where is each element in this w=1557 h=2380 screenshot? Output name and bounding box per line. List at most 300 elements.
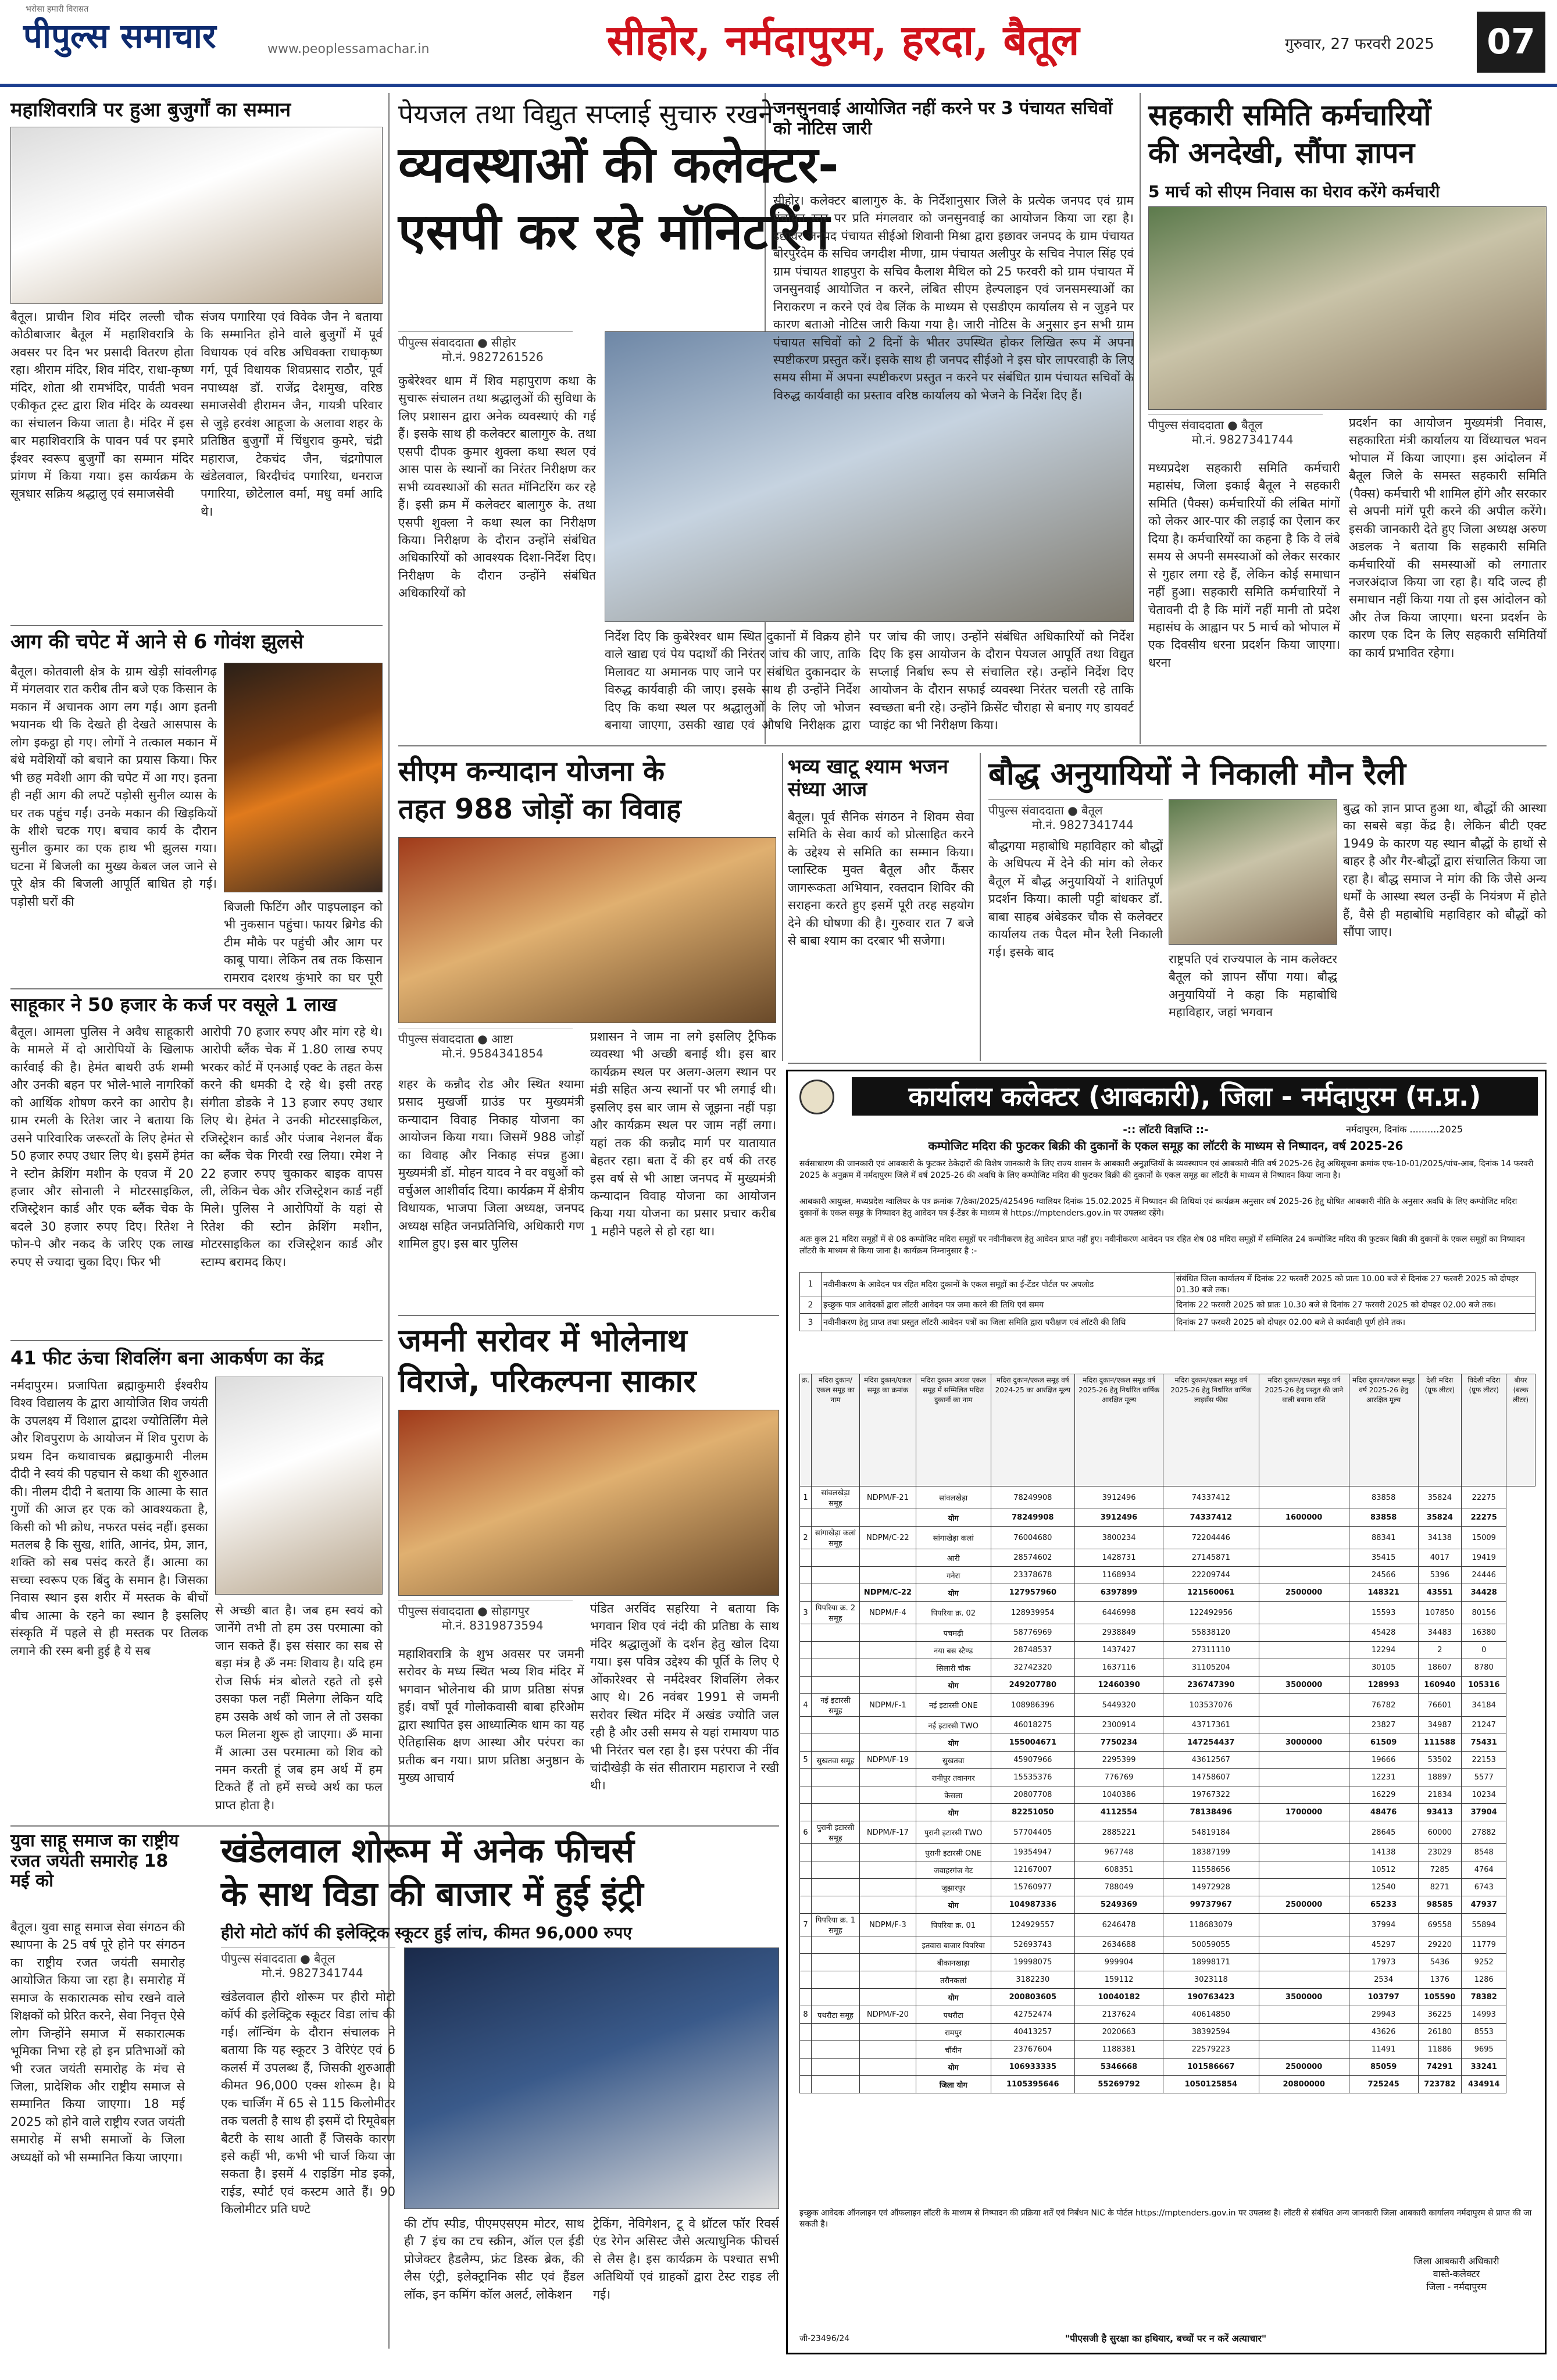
table-cell: 99737967 (1163, 1896, 1259, 1914)
table-cell: 7750234 (1075, 1734, 1163, 1752)
table-cell: 48476 (1349, 1804, 1418, 1821)
table-cell (812, 1879, 860, 1896)
table-cell (859, 2076, 916, 2093)
table-cell: 14758607 (1163, 1769, 1259, 1786)
table-cell: 1700000 (1259, 1804, 1349, 1821)
story-moneylender-col2: आरोपी 70 हजार रुपए और मांग रहे थे। आरोपी ब्लैंक चेक में 1.80 लाख रुपए भरकर कोर्ट में एनआई एक्ट के तहत केस करने की धमकी दे रहे थे। इसी तरह संगीता डोडके ने 13 हजार रुपए उधार लिए थे। हेमंत ने उनकी मोटरसाइकिल, रजिस्ट्रेशन कार्ड और पंजाब नेशनल बैंक का ब्लैंक चेक गिरवी रख लिया। रमेश ने 22 हजार रुपए चुकाकर बाइक वापस ली, लेकिन चेक और रजिस्ट्रेशन कार्ड नहीं मिले। पुलिस ने आरोपियों के यहां से रितेश की स्टोन क्रेशिंग मशीन, मोटरसाइकिल का रजिस्ट्रेशन कार्ड और स्टाम्प बरामद किए। (201, 1025, 383, 1269)
coop-headline-line2: की अनदेखी, सौंपा ज्ञापन (1148, 136, 1415, 170)
table-cell: 30105 (1349, 1659, 1418, 1677)
table-cell (859, 1954, 916, 1971)
table-cell: 76782 (1349, 1694, 1418, 1717)
table-cell (800, 2024, 812, 2041)
table-cell: 6446998 (1075, 1602, 1163, 1624)
table-cell: पथरौटा (916, 2006, 991, 2024)
table-cell: 200803605 (991, 1989, 1075, 2006)
table-cell (812, 1624, 860, 1642)
table-cell: 54819184 (1163, 1821, 1259, 1844)
table-cell: 608351 (1075, 1861, 1163, 1879)
coop-headline-line1: सहकारी समिति कर्मचारियों (1148, 98, 1431, 132)
coop-subheadline: 5 मार्च को सीएम निवास का घेराव करेंगे कर्मचारी (1148, 182, 1440, 201)
table-cell: योग (916, 1734, 991, 1752)
table-cell: 434914 (1462, 2076, 1506, 2093)
table-row (800, 1567, 1535, 1584)
table-cell: 1050125854 (1163, 2076, 1259, 2093)
table-header-cell: मदिरा दुकान/एकल समूह वर्ष 2024-25 का आरक्षित मूल्य (991, 1374, 1075, 1486)
excise-notice-subtitle: कम्पोजिट मदिरा की फुटकर बिक्री की दुकानों के एकल समूह का लॉटरी के माध्यम से निष्पादन, वर्ष 2025-26 (928, 1139, 1404, 1153)
table-cell: 46018275 (991, 1717, 1075, 1734)
photo-fire (224, 663, 383, 892)
table-cell: 17973 (1349, 1954, 1418, 1971)
headline-notice-secretaries: जनसुनवाई आयोजित नहीं करने पर 3 पंचायत सचिवों को नोटिस जारी (773, 98, 1113, 139)
table-row (800, 2076, 1535, 2093)
table-cell (859, 1624, 916, 1642)
table-cell: 33241 (1462, 2059, 1506, 2076)
table-cell: 1600000 (1259, 1509, 1349, 1527)
table-cell (859, 1567, 916, 1584)
table-cell: सिलारी चौक (916, 1659, 991, 1677)
kanyadan-byline: पीपुल्स संवाददाता ● आष्टा (398, 1028, 573, 1046)
table-cell (859, 1936, 916, 1954)
table-cell: 53502 (1418, 1752, 1462, 1769)
table-cell (812, 1971, 860, 1989)
table-cell (1259, 1879, 1349, 1896)
table-row (800, 1769, 1535, 1786)
kanyadan-body-col1: शहर के कन्नौद रोड और स्थित श्यामा प्रसाद मुखर्जी ग्राउंड पर मुख्यमंत्री कन्यादान विवाह निकाह योजना का आयोजन किया गया। जिसमें 988 जोड़ों का विवाह और निकाह संपन्न हुआ। मुख्यमंत्री डॉ. मोहन यादव ने वर वधुओं को वर्चुअल आशीर्वाद दिया। कार्यक्रम में क्षेत्रीय विधायक, भाजपा जिला अध्यक्ष, जनपद अध्यक्ष सहित जनप्रतिनिधि, अधिकारी गण शामिल हुए। इस बार पुलिस (398, 1077, 584, 1250)
table-cell: योग (916, 1804, 991, 1821)
table-cell: 8271 (1418, 1879, 1462, 1896)
table-cell: योग (916, 1509, 991, 1527)
table-cell: 3500000 (1259, 1989, 1349, 2006)
table-cell: नई इटारसी ONE (916, 1694, 991, 1717)
table-cell: 83858 (1349, 1509, 1418, 1527)
table-cell: 5577 (1462, 1769, 1506, 1786)
table-cell: NDPM/F-20 (859, 2006, 916, 2024)
table-cell: पुरानी इटारसी TWO (916, 1821, 991, 1844)
table-cell (800, 1624, 812, 1642)
table-cell: 7285 (1418, 1861, 1462, 1879)
table-cell (812, 1896, 860, 1914)
table-cell: NDPM/F-17 (859, 1821, 916, 1844)
table-cell (1259, 1786, 1349, 1804)
table-cell (812, 1861, 860, 1879)
table-cell: 103537076 (1163, 1694, 1259, 1717)
excise-para-3: अतः कुल 21 मदिरा समूहों में से 08 कम्पोजिट मदिरा समूहों पर नवीनीकरण हेतु आवेदन प्राप्त नहीं हुए। नवीनीकरण आवेदन पत्र रहित शेष 08 मदिरा समूहों में सम्मिलित 24 कम्पोजिट मदिरा की फुटकर बिक्री की दुकानों के एकल समूहों का निष्पादन लॉटरी के माध्यम से किया जाना है। कार्यक्रम निम्नानुसार है :- (799, 1235, 1525, 1256)
table-cell: 35415 (1349, 1549, 1418, 1567)
table-cell: 60000 (1418, 1821, 1462, 1844)
table-cell: 104987336 (991, 1896, 1075, 1914)
table-cell: 19767322 (1163, 1786, 1259, 1804)
lead-headline-line2: एसपी कर रहे मॉनिटरिंग (398, 203, 830, 261)
table-cell: 12231 (1349, 1769, 1418, 1786)
table-cell (812, 1677, 860, 1694)
table-cell (859, 1509, 916, 1527)
section-divider (186, 1825, 779, 1827)
page-number: 07 (1477, 12, 1545, 73)
table-cell: 1105395646 (991, 2076, 1075, 2093)
table-cell: 35824 (1418, 1486, 1462, 1509)
table-row (800, 1527, 1535, 1549)
headline-khatu-shyam: भव्य खाटू श्याम भजन संध्या आज (788, 755, 948, 802)
table-cell: इतवारा बाजार पिपरिया (916, 1936, 991, 1954)
signatory-title: जिला आबकारी अधिकारी (1413, 2256, 1499, 2267)
column-divider (980, 753, 981, 1061)
table-cell: 78382 (1462, 1989, 1506, 2006)
table-cell: 43717361 (1163, 1717, 1259, 1734)
table-cell: NDPM/F-21 (859, 1486, 916, 1509)
table-cell: 58776969 (991, 1624, 1075, 1642)
table-cell: 107850 (1418, 1602, 1462, 1624)
table-cell: 5 (800, 1752, 812, 1769)
table-cell: 76004680 (991, 1527, 1075, 1549)
newspaper-logo[interactable]: पीपुल्स समाचार (23, 16, 216, 56)
table-cell: 85059 (1349, 2059, 1418, 2076)
table-cell (812, 1734, 860, 1752)
table-cell (1259, 1642, 1349, 1659)
table-cell: 236747390 (1163, 1677, 1259, 1694)
signatory-line3: जिला - नर्मदापुरम (1426, 2281, 1487, 2292)
table-cell: 2295399 (1075, 1752, 1163, 1769)
table-cell: 22153 (1462, 1752, 1506, 1769)
table-cell: 9695 (1462, 2041, 1506, 2059)
table-cell (800, 2041, 812, 2059)
table-cell (859, 2041, 916, 2059)
schedule-row: 3 नवीनीकरण हेतु प्राप्त तथा प्रस्तुत लॉटरी आवेदन पत्रों का जिला समिति द्वारा परीक्षण एवं लॉटरी की तिथि दिनांक 27 फरवरी 2025 को दोपहर 02.00 बजे से कार्यवाही पूर्ण होने तक। (800, 1314, 1535, 1331)
table-cell (859, 1879, 916, 1896)
story-shivling-col2: से अच्छी बात है। जब हम स्वयं को जानेंगे तभी तो हम उस परमात्मा को जान सकते हैं। इस संसार का सब से बड़ा मंत्र है ॐ नमः शिवाय है। यदि हम रोज सिर्फ मंत्र बोलते रहते तो इसे उसका फल नहीं मिलेगा लेकिन यदि हम उसके अर्थ को जान ले तो उसका फल मिलना शुरू हो जाएगा। ॐ माना मैं आत्मा उस परमात्मा को शिव को नमन करती हूं जब हम अर्थ में हम टिकते हैं तो हमें सच्चे अर्थ का फल प्राप्त होता है। (215, 1603, 383, 1812)
table-cell (800, 1567, 812, 1584)
table-cell: 34428 (1462, 1584, 1506, 1602)
table-cell: 121560061 (1163, 1584, 1259, 1602)
table-cell: 1 (800, 1486, 812, 1509)
table-cell: 8 (800, 2006, 812, 2024)
table-cell: 7 (800, 1914, 812, 1936)
table-cell: 80156 (1462, 1602, 1506, 1624)
table-cell: 23767604 (991, 2041, 1075, 2059)
table-cell: 15760977 (991, 1879, 1075, 1896)
jamni-headline-line2: विराजे, परिकल्पना साकार (398, 1363, 697, 1399)
schedule-row: 2 इच्छुक पात्र आवेदकों द्वारा लॉटरी आवेदन पत्र जमा करने की तिथि एवं समय दिनांक 22 फरवरी 2025 को प्रातः 10.30 बजे से दिनांक 27 फरवरी 2025 को दोपहर 02.00 बजे तक। (800, 1296, 1535, 1314)
story-divider (10, 1340, 383, 1341)
excise-office-title: कार्यालय कलेक्टर (आबकारी), जिला - नर्मदापुरम (म.प्र.) (852, 1077, 1538, 1116)
table-cell: 111588 (1418, 1734, 1462, 1752)
table-cell: योग (916, 1584, 991, 1602)
table-cell: 128993 (1349, 1677, 1418, 1694)
table-cell (800, 1677, 812, 1694)
buddh-byline: पीपुल्स संवाददाता ● बैतूल (988, 799, 1163, 818)
table-row (800, 1694, 1535, 1717)
table-cell: 42752474 (991, 2006, 1075, 2024)
photo-jamni-temple (398, 1410, 779, 1596)
table-cell: 3023118 (1163, 1971, 1259, 1989)
table-cell (1259, 1861, 1349, 1879)
excise-footer-note: इच्छुक आवेदक ऑनलाइन एवं ऑफलाइन लॉटरी के माध्यम से निष्पादन की प्रक्रिया शर्तें एवं निर्बंधन NIC के पोर्टल https://mptenders.gov.in पर उपलब्ध है। लॉटरी से संबंधित अन्य जानकारी जिला आबकारी कार्यालय नर्मदापुरम से प्राप्त की जा सकती है। (799, 2209, 1532, 2229)
table-row (800, 1804, 1535, 1821)
table-cell (1259, 1752, 1349, 1769)
showroom-mobile: मो.नं. 9827341744 (262, 1966, 363, 1980)
table-cell (1259, 1527, 1349, 1549)
jamni-byline: पीपुल्स संवाददाता ● सोहागपुर (398, 1600, 573, 1618)
table-cell (800, 2059, 812, 2076)
table-cell: 21247 (1462, 1717, 1506, 1734)
table-cell: 43626 (1349, 2024, 1418, 2041)
table-cell: 8780 (1462, 1659, 1506, 1677)
headline-shivling: 41 फीट ऊंचा शिवलिंग बना आकर्षण का केंद्र (10, 1347, 324, 1369)
table-cell (800, 1717, 812, 1734)
table-cell: 24566 (1349, 1567, 1418, 1584)
table-cell: 38392594 (1163, 2024, 1259, 2041)
table-cell: 74291 (1418, 2059, 1462, 2076)
excise-signatory (1381, 2254, 1532, 2293)
table-cell: 105316 (1462, 1677, 1506, 1694)
table-cell: 43612567 (1163, 1752, 1259, 1769)
table-cell: 6 (800, 1821, 812, 1844)
table-cell: 101586667 (1163, 2059, 1259, 2076)
table-cell: 5249369 (1075, 1896, 1163, 1914)
table-header-row (800, 1374, 1535, 1486)
table-cell: 23029 (1418, 1844, 1462, 1861)
showroom-body-col1: खंडेलवाल हीरो शोरूम पर हीरो मोटो कॉर्प की इलेक्ट्रिक स्कूटर विडा लांच की गई। लॉन्चिंग के दौरान संचालक ने बताया कि यह स्कूटर 3 वेरिएंट एवं 6 कलर्स में उपलब्ध हैं, जिसकी शुरुआती कीमत 96,000 एक्स शोरूम है। ये एक चार्जिंग में 65 से 115 किलोमीटर तक चलती है साथ ही इसमें दो रिमूवेबल बैटरी के साथ आती हैं जिसके कारण इसे कहीं भी, कभी भी चार्ज किया जा सकता है। इसमें 4 राइडिंग मोड इको, राईड, स्पोर्ट एवं कस्टम आते हैं। 90 किलोमीटर प्रति घण्टे (221, 1990, 395, 2217)
showroom-byline: पीपुल्स संवाददाता ● बैतूल (221, 1947, 395, 1966)
table-cell: 4112554 (1075, 1804, 1163, 1821)
table-cell: 8553 (1462, 2024, 1506, 2041)
table-cell: 31105204 (1163, 1659, 1259, 1677)
table-cell: सांगाखेड़ा कलां समूह (812, 1527, 860, 1549)
story-notice: सीहोर। कलेक्टर बालागुरु के. के निर्देशानुसार जिले के प्रत्येक जनपद एवं ग्राम पंचायत स्तर पर प्रति मंगलवार को जनसुनवाई का आयोजन किया जा रहा है। इछावर जनपद पंचायत सीईओ शिवानी मिश्रा द्वारा इछावर जनपद के ग्राम पंचायत बोरपुरदेम के सचिव जगदीश मीणा, ग्राम पंचायत अलीपुर के सचिव नेपाल सिंह एवं ग्राम पंचायत शाहपुरा के सचिव कैलाश मैथिल को 25 फरवरी को ग्राम पंचायत में जनसुनवाई आयोजित न करने, लंबित सीएम हेल्पलाइन एवं जनसमस्याओं का निराकरण न करने एवं वेब लिंक के माध्यम से एसडीएम कार्यालय से न जुड़ने पर कारण बताओ नोटिस जारी किया गया है। जारी नोटिस के अनुसार इन सभी ग्राम पंचायत सचिवों को 2 दिनों के भीतर उपस्थित होकर लिखित रूप में अपना स्पष्टीकरण प्रस्तुत करें। इसके साथ ही जनपद सीईओ ने इस घोर लापरवाही के लिए समय सीमा में अपना स्पष्टीकरण प्रस्तुत न करने पर संबंधित ग्राम पंचायत सचिवों के विरुद्ध कार्यवाही का प्रस्ताव वरिष्ठ कार्यालय को भेजने के निर्देश दिए हैं। (773, 194, 1134, 402)
table-cell: 16380 (1462, 1624, 1506, 1642)
table-cell (1259, 2024, 1349, 2041)
jamni-body-col1: महाशिवरात्रि के शुभ अवसर पर जमनी सरोवर के मध्य स्थित भव्य शिव मंदिर में भगवान भोलेनाथ की प्राण प्रतिष्ठा संपन्न हुई। वर्षों पूर्व गोलोकवासी बाबा हरिओम द्वारा स्थापित इस आध्यात्मिक धाम का यह ऐतिहासिक क्षण आस्था और परंपरा का प्रतीक बन गया। प्राण प्रतिष्ठा अनुष्ठान के मुख्य आचार्य (398, 1647, 584, 1785)
table-cell (812, 2059, 860, 2076)
table-cell: 15535376 (991, 1769, 1075, 1786)
table-cell: गनेरा (916, 1567, 991, 1584)
table-cell: 19354947 (991, 1844, 1075, 1861)
table-cell: बीकानखाड़ा (916, 1954, 991, 1971)
table-cell (812, 1584, 860, 1602)
table-cell: सांवलखेड़ा (916, 1486, 991, 1509)
table-cell: 105590 (1418, 1989, 1462, 2006)
table-cell (800, 1584, 812, 1602)
table-cell: सांगाखेड़ा कलां (916, 1527, 991, 1549)
table-row (800, 1752, 1535, 1769)
excise-notice-title: -:: लॉटरी विज्ञप्ति ::- (1123, 1124, 1209, 1136)
table-cell: 55269792 (1075, 2076, 1163, 2093)
excise-para-2: आबकारी आयुक्त, मध्यप्रदेश ग्वालियर के पत्र क्रमांक 7/ठेका/2025/425496 ग्वालियर दिनांक 15.02.2025 में निष्पादन की तिथियां एवं कार्यक्रम अनुसार वर्ष 2025-26 हेतु घोषित आबकारी नीति के अनुसार अवधि के लिए कम्पोजिट मदिरा दुकानों के एकल समूह के निष्पादन हेतु आवेदन पत्र ई-टेंडर के माध्यम से https://mptenders.gov.in पर उपलब्ध रहेंगे। (799, 1197, 1517, 1218)
table-cell: 28645 (1349, 1821, 1418, 1844)
table-cell: 9252 (1462, 1954, 1506, 1971)
table-cell (1259, 1971, 1349, 1989)
table-cell: 6397899 (1075, 1584, 1163, 1602)
table-cell: NDPM/F-4 (859, 1602, 916, 1624)
table-row (800, 2024, 1535, 2041)
excise-date-label: नर्मदापुरम, दिनांक ..........2025 (1346, 1124, 1463, 1135)
table-row (800, 1879, 1535, 1896)
table-cell: 78249908 (991, 1509, 1075, 1527)
table-cell: 3182230 (991, 1971, 1075, 1989)
table-cell: 967748 (1075, 1844, 1163, 1861)
column-divider (1140, 93, 1141, 744)
table-cell (800, 1971, 812, 1989)
buddh-body-col1: बौद्धगया महाबोधि महाविहार को बौद्धों के अधिपत्य में देने की मांग को लेकर बैतूल में बौद्ध अनुयायियों ने शांतिपूर्ण प्रदर्शन किया। काली पट्टी बांधकर डॉ. बाबा साहब अंबेडकर चौक से कलेक्टर कार्यालय तक पैदल मौन रैली निकाली गई। इसके बाद (988, 839, 1163, 959)
lead-body-col1: कुबेरेश्वर धाम में शिव महापुराण कथा के सुचारू संचालन तथा श्रद्धालुओं की सुविधा के लिए प्रशासन द्वारा अनेक व्यवस्थाएं की गई हैं। इसके साथ ही कलेक्टर बालागुरु के. तथा एसपी दीपक कुमार शुक्ला कथा स्थल एवं आस पास के स्थानों का निरंतर निरीक्षण कर सभी व्यवस्थाओं की सतत मॉनिटरिंग कर रहे हैं। इसी क्रम में कलेक्टर बालागुरु के. तथा एसपी शुक्ला ने कथा स्थल का निरीक्षण किया। निरीक्षण के दौरान उन्होंने संबंधित अधिकारियों को आवश्यक दिशा-निर्देश दिए। निरीक्षण के दौरान उन्होंने संबंधित अधिकारियों को (398, 374, 596, 601)
table-cell: 6246478 (1075, 1914, 1163, 1936)
table-cell: 18607 (1418, 1659, 1462, 1677)
table-cell: 1376 (1418, 1971, 1462, 1989)
table-cell: पिपरिया क्र. 2 समूह (812, 1602, 860, 1624)
table-cell: 3000000 (1259, 1734, 1349, 1752)
table-cell: 34138 (1418, 1527, 1462, 1549)
excise-lottery-notice (786, 1070, 1547, 2354)
table-cell: 14138 (1349, 1844, 1418, 1861)
table-cell (812, 1804, 860, 1821)
table-row (800, 1549, 1535, 1567)
table-cell: 74337412 (1163, 1509, 1259, 1527)
kanyadan-headline-line2: तहत 988 जोड़ों का विवाह (398, 793, 681, 826)
table-row (800, 1734, 1535, 1752)
table-cell: 78138496 (1163, 1804, 1259, 1821)
table-cell: 12460390 (1075, 1677, 1163, 1694)
table-cell (1259, 1936, 1349, 1954)
table-header-cell: मदिरा दुकान/एकल समूह वर्ष 2025-26 हेतु निर्धारित वार्षिक आरक्षित मूल्य (1075, 1374, 1163, 1486)
table-row (800, 1642, 1535, 1659)
table-cell: 10512 (1349, 1861, 1418, 1879)
table-cell (859, 1677, 916, 1694)
table-cell: 160940 (1418, 1677, 1462, 1694)
table-cell (1259, 1844, 1349, 1861)
headline-moneylender: साहूकार ने 50 हजार के कर्ज पर वसूले 1 लाख (10, 994, 337, 1016)
table-cell: NDPM/C-22 (859, 1527, 916, 1549)
lead-mobile: मो.नं. 9827261526 (442, 350, 544, 364)
jamni-mobile: मो.नं. 8319873594 (442, 1618, 544, 1632)
schedule-row: 1 नवीनीकरण के आवेदन पत्र रहित मदिरा दुकानों के एकल समूहों का ई-टेंडर पोर्टल पर अपलोड संबंधित जिला कार्यालय में दिनांक 22 फरवरी 2025 को प्रातः 10.00 बजे से दिनांक 27 फरवरी 2025 को दोपहर 01.30 बजे तक। (800, 1273, 1535, 1296)
story-elders-col1: बैतूल। प्राचीन शिव मंदिर लल्ली चौक कोठीबाजार बैतूल में महाशिवरात्रि के अवसर पर दिन भर प्रसादी वितरण होता रहा। श्रीराम मंदिर, शिव मंदिर, राधा-कृष्ण मंदिर, शोता श्री रामभंदिर, पार्वती भवन एकीकृत ट्रस्ट द्वारा शिव मंदिर के व्यवस्था का संचालन किया जाता है। मंदिर में इस बार महाशिवरात्रि के पावन पर्व पर इमारे ईश्वर स्वरूप बुजुर्गों का सम्मान मंदिर प्रांगण में किया गया। इस कार्यक्रम के सूत्रधार सक्रिय श्रद्धालु एवं समाजसेवी (10, 310, 194, 501)
table-cell (859, 1844, 916, 1861)
table-cell: 65233 (1349, 1896, 1418, 1914)
table-cell: 2500000 (1259, 1584, 1349, 1602)
table-cell: 8548 (1462, 1844, 1506, 1861)
table-row (800, 1786, 1535, 1804)
table-cell: 2 (800, 1527, 812, 1549)
table-cell (800, 1659, 812, 1677)
photo-mass-wedding (398, 837, 776, 1023)
table-row (800, 1954, 1535, 1971)
table-cell (812, 1567, 860, 1584)
table-cell: पिपरिया क्र. 1 समूह (812, 1914, 860, 1936)
excise-ref-number: जी-23496/24 (799, 2334, 850, 2343)
table-cell (812, 1786, 860, 1804)
table-cell: 788049 (1075, 1879, 1163, 1896)
table-cell (1259, 1769, 1349, 1786)
table-cell: आरी (916, 1549, 991, 1567)
table-cell: 50059055 (1163, 1936, 1259, 1954)
table-cell: 22209744 (1163, 1567, 1259, 1584)
table-cell: 22275 (1462, 1509, 1506, 1527)
table-cell: 11491 (1349, 2041, 1418, 2059)
table-cell: 74337412 (1163, 1486, 1259, 1509)
lead-body-col2: निर्देश दिए कि कुबेरेश्वर धाम स्थित दुकानों में विक्रय होने वाले खाद्य एवं पेय पदार्थों की निरंतर जांच की जाए, ताकि मिलावट या अमानक पाए जाने पर संबंधित दुकानदार के विरुद्ध कार्यवाही की जाए। इसके साथ ही उन्होंने निर्देश दिए कि कथा स्थल पर श्रद्धालुओं के लिए जो भोजन बनाया जाएगा, उसकी खाद्य एवं औषधि निरीक्षक द्वारा (605, 630, 860, 732)
table-cell: 2500000 (1259, 1896, 1349, 1914)
table-cell: 2137624 (1075, 2006, 1163, 2024)
table-cell: 14972928 (1163, 1879, 1259, 1896)
coop-byline: पीपुल्स संवाददाता ● बैतूल (1148, 414, 1323, 433)
table-cell (1259, 1694, 1349, 1717)
table-cell: 124929557 (991, 1914, 1075, 1936)
table-cell: नया बस स्टैण्ड (916, 1642, 991, 1659)
table-cell (812, 2024, 860, 2041)
table-cell: 12167007 (991, 1861, 1075, 1879)
buddh-mobile: मो.नं. 9827341744 (1032, 818, 1134, 832)
table-cell: 3912496 (1075, 1509, 1163, 1527)
website-url[interactable]: www.peoplessamachar.in (267, 42, 430, 56)
table-cell: 4 (800, 1694, 812, 1717)
signatory-line2: वास्ते-कलेक्टर (1433, 2268, 1480, 2279)
table-row (800, 1677, 1535, 1694)
table-cell (859, 1896, 916, 1914)
table-cell: 22579223 (1163, 2041, 1259, 2059)
table-cell (800, 1509, 812, 1527)
table-cell (1259, 1549, 1349, 1567)
table-header-cell: मदिरा दुकान/एकल समूह का क्रमांक (859, 1374, 916, 1486)
coop-body-col1: मध्यप्रदेश सहकारी समिति कर्मचारी महासंघ, जिला इकाई बैतूल ने सहकारी समिति (पैक्स) कर्मचारियों की लंबित मांगों को लेकर आर-पार की लड़ाई का ऐलान कर दिया है। कर्मचारियों का कहना है कि वे लंबे समय से अपनी समस्याओं को लेकर सरकार से गुहार लगा रहे हैं, लेकिन कोई समाधान नहीं हुआ। सहकारी समिति कर्मचारियों ने चेतावनी दी है कि मांगें नहीं मानी तो प्रदेश महासंघ के आह्वान पर 5 मार्च को भोपाल में एक दिवसीय धरना प्रदर्शन किया जाएगा। धरना (1148, 461, 1340, 670)
table-cell: NDPM/F-3 (859, 1914, 916, 1936)
story-khatu-shyam: बैतूल। पूर्व सैनिक संगठन ने शिवम सेवा समिति के सेवा कार्य को प्रोत्साहित करने के उद्देश्य से समिति का सम्मान किया। प्लास्टिक मुक्त बैतूल और कैंसर जागरूकता अभियान, रक्तदान शिविर की सराहना करते हुए इसमें पूरी तरह सहयोग देने की घोषणा की है। गुरुवार रात 7 बजे से बाबा श्याम का दरबार भी सजेगा। (788, 810, 974, 948)
table-cell: 249207780 (991, 1677, 1075, 1694)
masthead (0, 0, 1557, 87)
table-cell: 4017 (1418, 1549, 1462, 1567)
table-cell (800, 1896, 812, 1914)
table-cell: 1437427 (1075, 1642, 1163, 1659)
table-cell: 11558656 (1163, 1861, 1259, 1879)
table-row (800, 1936, 1535, 1954)
table-cell: जिला योग (916, 2076, 991, 2093)
excise-slogan: "पीएसजी है सुरक्षा का हथियार, बच्चों पर न करें अत्याचार" (1065, 2333, 1267, 2344)
table-row (800, 1584, 1535, 1602)
table-cell: 29220 (1418, 1936, 1462, 1954)
table-cell: 35824 (1418, 1509, 1462, 1527)
table-cell (800, 1734, 812, 1752)
table-row (800, 1659, 1535, 1677)
table-cell (859, 1971, 916, 1989)
table-cell: 1286 (1462, 1971, 1506, 1989)
table-cell: 2020663 (1075, 2024, 1163, 2041)
table-cell: 122492956 (1163, 1602, 1259, 1624)
table-cell: 55838120 (1163, 1624, 1259, 1642)
table-cell: चौंदीन (916, 2041, 991, 2059)
table-cell (1259, 1602, 1349, 1624)
table-cell: रानीपुर तवानगर (916, 1769, 991, 1786)
table-cell: 19419 (1462, 1549, 1506, 1567)
lead-kicker: पेयजल तथा विद्युत सप्लाई सुचारु रखने (398, 98, 773, 130)
table-cell (812, 1717, 860, 1734)
table-cell: 28748537 (991, 1642, 1075, 1659)
table-cell: पचमढ़ी (916, 1624, 991, 1642)
table-cell: 37904 (1462, 1804, 1506, 1821)
table-cell (1259, 1486, 1349, 1509)
table-cell (800, 1844, 812, 1861)
table-cell: 26180 (1418, 2024, 1462, 2041)
table-cell (812, 1509, 860, 1527)
table-header-cell: देशी मदिरा (प्रूफ लीटर) (1418, 1374, 1462, 1486)
table-cell: 11779 (1462, 1936, 1506, 1954)
table-header-cell: मदिरा दुकान/एकल समूह वर्ष 2025-26 हेतु प्रस्तुत की जाने वाली बयाना राशि (1259, 1374, 1349, 1486)
photo-elders (10, 127, 383, 304)
table-row (800, 1509, 1535, 1527)
table-cell: 1040386 (1075, 1786, 1163, 1804)
headline-elders-honoured: महाशिवरात्रि पर हुआ बुजुर्गों का सम्मान (10, 98, 291, 121)
story-divider (10, 625, 383, 626)
table-cell: 155004671 (991, 1734, 1075, 1752)
table-cell: 147254437 (1163, 1734, 1259, 1752)
table-cell: 69558 (1418, 1914, 1462, 1936)
